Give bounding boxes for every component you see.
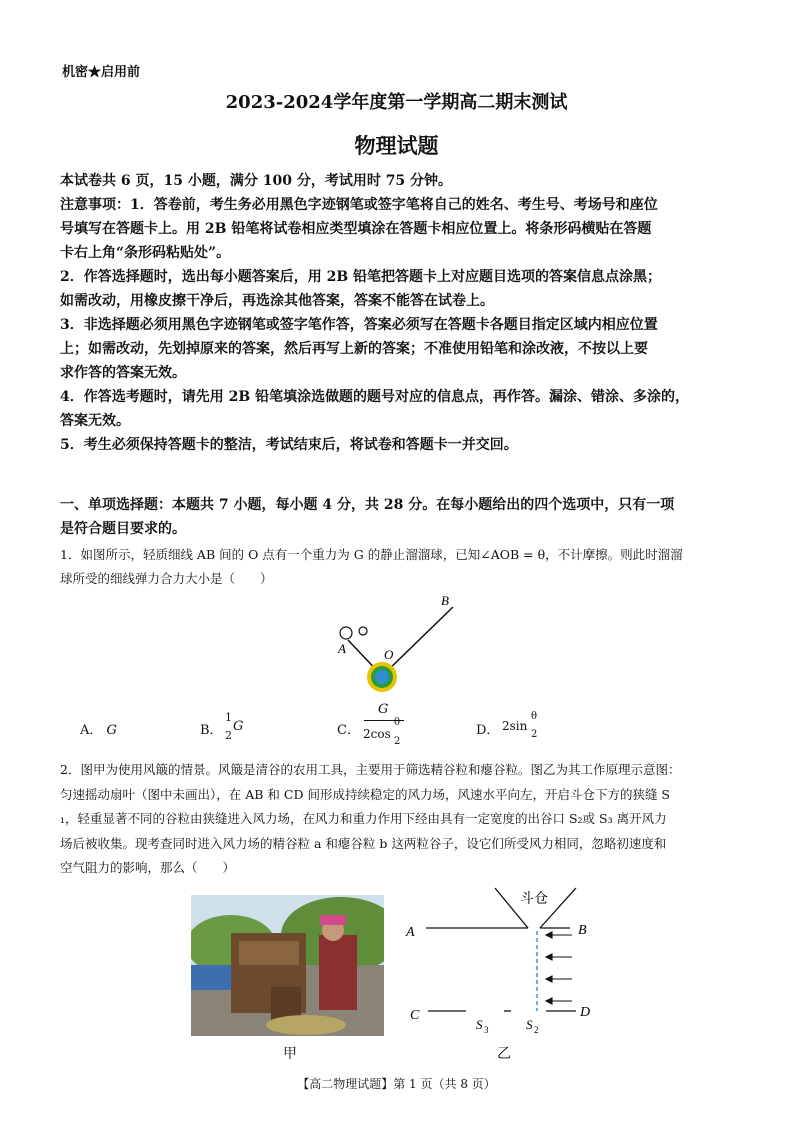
option-d-two: 2 <box>531 729 538 740</box>
notes-line: 求作答的答案无效。 <box>60 365 186 381</box>
label-o: O <box>384 647 394 662</box>
question-1-text <box>60 543 740 591</box>
winnower-photo <box>191 895 384 1036</box>
notes-line: 如需改动，用橡皮擦干净后，再选涂其他答案，答案不能答在试卷上。 <box>60 293 494 309</box>
label-b: B <box>578 923 587 938</box>
option-c-den: 2cos <box>363 727 391 741</box>
hopper-label: 斗仓 <box>520 892 548 907</box>
notes-line: 3．非选择题必须用黑色字迹钢笔或签字笔作答，答案必须写在答题卡各题目指定区域内相应位置 <box>60 317 658 333</box>
option-c-num: G <box>378 702 389 717</box>
wind-arrows <box>546 932 572 1004</box>
pulley-a-icon <box>340 627 352 639</box>
exam-title: 2023-2024学年度第一学期高二期末测试 <box>225 92 568 113</box>
option-d-expr: 2sin <box>502 719 528 733</box>
section-heading <box>60 493 750 541</box>
option-b-num: 1 <box>225 711 232 724</box>
section-line: 一、单项选择题：本题共 7 小题，每小题 4 分，共 28 分。在每小题给出的四个选项中，只有一项 <box>60 497 675 513</box>
label-a: A <box>338 641 346 656</box>
option-letter: A． <box>80 723 103 738</box>
winnower-diagram <box>400 883 610 1043</box>
label-c: C <box>410 1008 420 1023</box>
notes-line: 注意事项：1．答卷前，考生务必用黑色字迹钢笔或签字笔将自己的姓名、考生号、考场号和座位 <box>60 197 658 213</box>
option-b-den: 2 <box>225 729 232 742</box>
q2-line: 空气阻力的影响，那么（ ） <box>60 860 236 875</box>
pulley-small-icon <box>359 627 367 635</box>
label-a: A <box>406 925 415 940</box>
q2-line: 2．图甲为使用风簸的情景。风簸是清谷的农用工具，主要用于筛选精谷粒和瘪谷粒。图乙为其工作原理示意图： <box>60 762 681 777</box>
q2-line: 场后被收集。现考查同时进入风力场的精谷粒 a 和瘪谷粒 b 这两粒谷子，设它们所受风力相同，忽略初速度和 <box>60 835 667 851</box>
section-line: 是符合题目要求的。 <box>60 521 186 537</box>
option-c-two: 2 <box>394 736 401 747</box>
notes-block <box>60 193 750 457</box>
notes-line: 卡右上角“条形码粘贴处”。 <box>60 245 231 261</box>
q1-line: 球所受的细线弹力合力大小是（ ） <box>60 571 273 586</box>
option-b-var: G <box>233 719 244 734</box>
q2-line: ₁，轻重显著不同的谷粒由狭缝进入风力场，在风力和重力作用下经由具有一定宽度的出谷口 S₂或 S₃ 离开风力 <box>60 811 667 826</box>
caption-right: 乙 <box>497 1046 511 1062</box>
notes-line: 答案无效。 <box>60 413 130 429</box>
q2-line: 匀速摇动扇叶（图中未画出），在 AB 和 CD 间形成持续稳定的风力场，风速水平向左，开启斗仓下方的狭缝 S <box>60 786 670 802</box>
caption-left: 甲 <box>283 1046 297 1062</box>
label-s3: S <box>476 1017 483 1032</box>
option-c-theta: θ <box>394 717 401 728</box>
string-ob <box>382 607 453 676</box>
notes-line: 5．考生必须保持答题卡的整洁，考试结束后，将试卷和答题卡一并交回。 <box>60 437 518 453</box>
label-s2-sub: 2 <box>534 1025 539 1035</box>
label-s2: S <box>526 1017 533 1032</box>
notes-line: 上；如需改动，先划掉原来的答案，然后再写上新的答案；不准使用铅笔和涂改液，不按以上要 <box>60 341 648 357</box>
intro-line: 本试卷共 6 页，15 小题，满分 100 分，考试用时 75 分钟。 <box>60 173 453 189</box>
yoyo-core-icon <box>375 670 389 684</box>
label-s3-sub: 3 <box>484 1025 489 1035</box>
option-letter: C． <box>337 723 360 738</box>
q1-line: 1．如图所示，轻质细线 AB 间的 O 点有一个重力为 G 的静止溜溜球，已知∠AOB = θ，不计摩擦。则此时溜溜 <box>60 547 683 562</box>
option-d-theta: θ <box>531 711 538 722</box>
confidential-label: 机密★启用前 <box>62 65 141 80</box>
label-d: D <box>580 1005 591 1020</box>
notes-line: 2．作答选择题时，选出每小题答案后，用 2B 铅笔把答题卡上对应题目选项的答案信息点涂黑； <box>60 269 662 285</box>
option-c <box>337 702 417 752</box>
option-letter: B． <box>200 723 223 738</box>
notes-line: 号填写在答题卡上。用 2B 铅笔将试卷相应类型填涂在答题卡相应位置上。将条形码横贴在答题 <box>60 221 652 237</box>
option-a <box>80 719 117 738</box>
notes-line: 4．作答选考题时，请先用 2B 铅笔填涂选做题的题号对应的信息点，再作答。漏涂、错涂、多涂的， <box>60 389 690 405</box>
option-a-expr: G <box>106 723 117 738</box>
label-b: B <box>441 593 449 608</box>
exam-subtitle: 物理试题 <box>354 133 439 158</box>
yoyo-figure <box>320 590 480 700</box>
option-d <box>476 711 556 747</box>
option-letter: D． <box>476 723 500 738</box>
question-2-text <box>60 758 740 881</box>
page-footer: 【高二物理试题】第 1 页（共 8 页） <box>297 1077 496 1091</box>
